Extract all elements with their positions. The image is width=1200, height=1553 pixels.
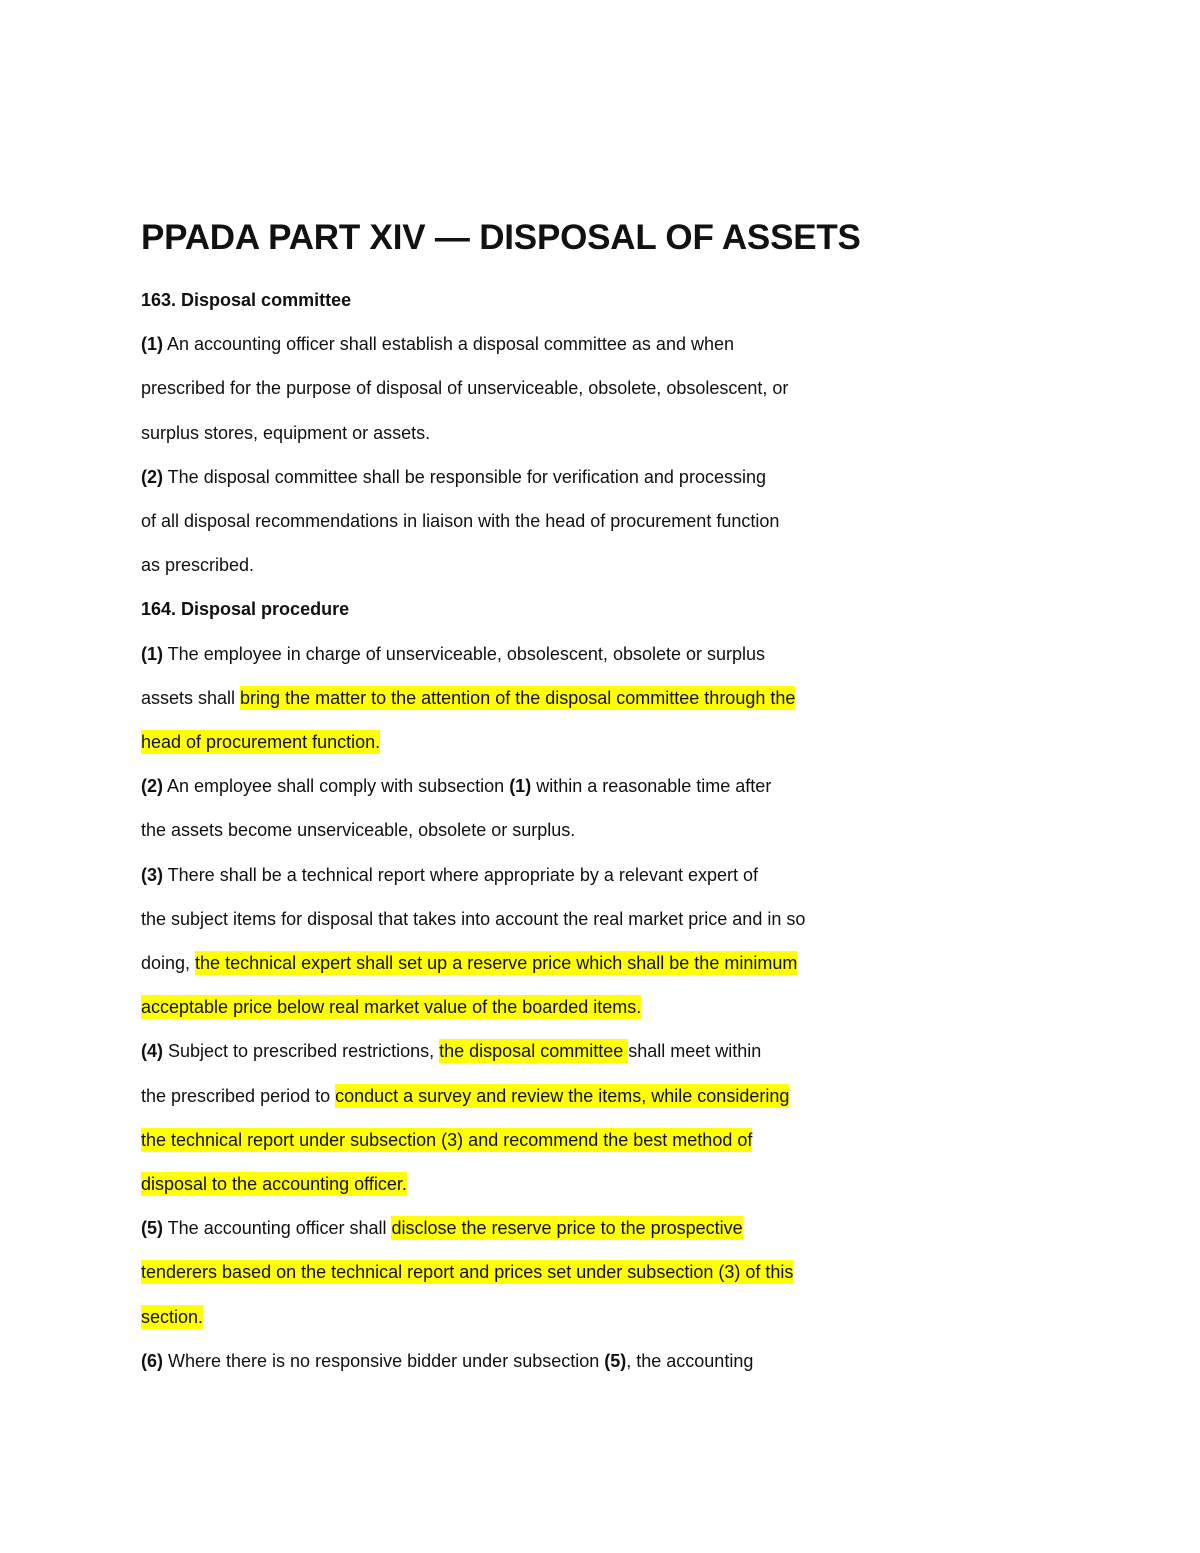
highlighted-text: disclose the reserve price to the prospective	[391, 1218, 743, 1239]
body-line	[141, 641, 765, 667]
text-run: the assets become unserviceable, obsolete or surplus.	[141, 820, 576, 841]
body-line	[141, 1304, 203, 1330]
body-line	[141, 906, 805, 932]
subsection-number: (1)	[509, 776, 532, 797]
text-run: within a reasonable time after	[531, 776, 772, 797]
text-run: An accounting officer shall establish a disposal committee as and when	[163, 334, 734, 355]
highlighted-text: conduct a survey and review the items, while considering	[335, 1085, 790, 1106]
text-run: The employee in charge of unserviceable, obsolescent, obsolete or surplus	[163, 643, 766, 664]
body-line	[141, 1038, 761, 1064]
highlighted-text: head of procurement function.	[141, 732, 381, 752]
body-line	[141, 685, 795, 711]
text-run: The accounting officer shall	[163, 1218, 392, 1239]
body-line	[141, 375, 788, 401]
subsection-number: (5)	[141, 1218, 163, 1239]
text-run: shall meet within	[628, 1041, 762, 1062]
text-run: prescribed for the purpose of disposal of unserviceable, obsolete, obsolescent, or	[141, 378, 789, 399]
highlighted-text: the technical expert shall set up a reserve price which shall be the minimum	[195, 953, 798, 973]
text-run: surplus stores, equipment or assets.	[141, 422, 431, 443]
highlighted-text: tenderers based on the technical report and prices set under subsection (3) of this	[141, 1262, 794, 1283]
body-line	[141, 1171, 407, 1197]
body-line	[141, 331, 734, 357]
body-line	[141, 464, 766, 490]
highlighted-text: disposal to the accounting officer.	[141, 1174, 407, 1194]
subsection-number: (3)	[141, 864, 163, 885]
body-line	[141, 508, 779, 534]
section-heading: 164. Disposal procedure	[141, 599, 350, 620]
body-line	[141, 817, 575, 843]
highlighted-text: acceptable price below real market value of the boarded items.	[141, 997, 642, 1018]
text-run: The disposal committee shall be responsible for verification and processing	[163, 466, 766, 487]
highlighted-text: section.	[141, 1306, 204, 1327]
text-run: of all disposal recommendations in liaison with the head of procurement function	[141, 511, 780, 531]
subsection-number: (1)	[141, 334, 163, 355]
subsection-number: (2)	[141, 776, 163, 797]
body-line	[141, 773, 771, 799]
text-run: the subject items for disposal that takes into account the real market price and in so	[141, 908, 806, 929]
highlighted-text: the technical report under subsection (3) and recommend the best method of	[141, 1129, 753, 1150]
body-line	[141, 1259, 793, 1285]
body-line	[141, 1215, 743, 1241]
body-line	[141, 1083, 789, 1109]
subsection-number: (5)	[604, 1350, 627, 1371]
highlighted-text: bring the matter to the attention of the disposal committee through the	[240, 687, 796, 708]
text-run: the prescribed period to	[141, 1085, 336, 1106]
body-line	[141, 1127, 752, 1153]
text-run: There shall be a technical report where appropriate by a relevant expert of	[163, 864, 759, 885]
text-run: Where there is no responsive bidder under subsection	[163, 1350, 605, 1371]
document-title: PPADA PART XIV — DISPOSAL OF ASSETS	[141, 218, 861, 257]
body-line	[141, 950, 797, 976]
text-run: as prescribed.	[141, 555, 255, 576]
text-run: An employee shall comply with subsection	[163, 776, 510, 797]
subsection-number: (1)	[141, 643, 163, 664]
body-line	[141, 552, 254, 578]
text-run: Subject to prescribed restrictions,	[163, 1041, 440, 1062]
body-line	[141, 729, 380, 755]
body-line	[141, 1348, 753, 1374]
text-run: assets shall	[141, 687, 241, 708]
highlighted-text: the disposal committee	[439, 1041, 629, 1062]
section-heading: 163. Disposal committee	[141, 290, 352, 310]
text-run: doing,	[141, 953, 196, 973]
body-line	[141, 994, 641, 1020]
body-line	[141, 420, 430, 446]
body-line	[141, 862, 758, 888]
text-run: , the accounting	[626, 1350, 754, 1371]
subsection-number: (4)	[141, 1041, 163, 1062]
subsection-number: (2)	[141, 466, 163, 487]
subsection-number: (6)	[141, 1350, 163, 1371]
